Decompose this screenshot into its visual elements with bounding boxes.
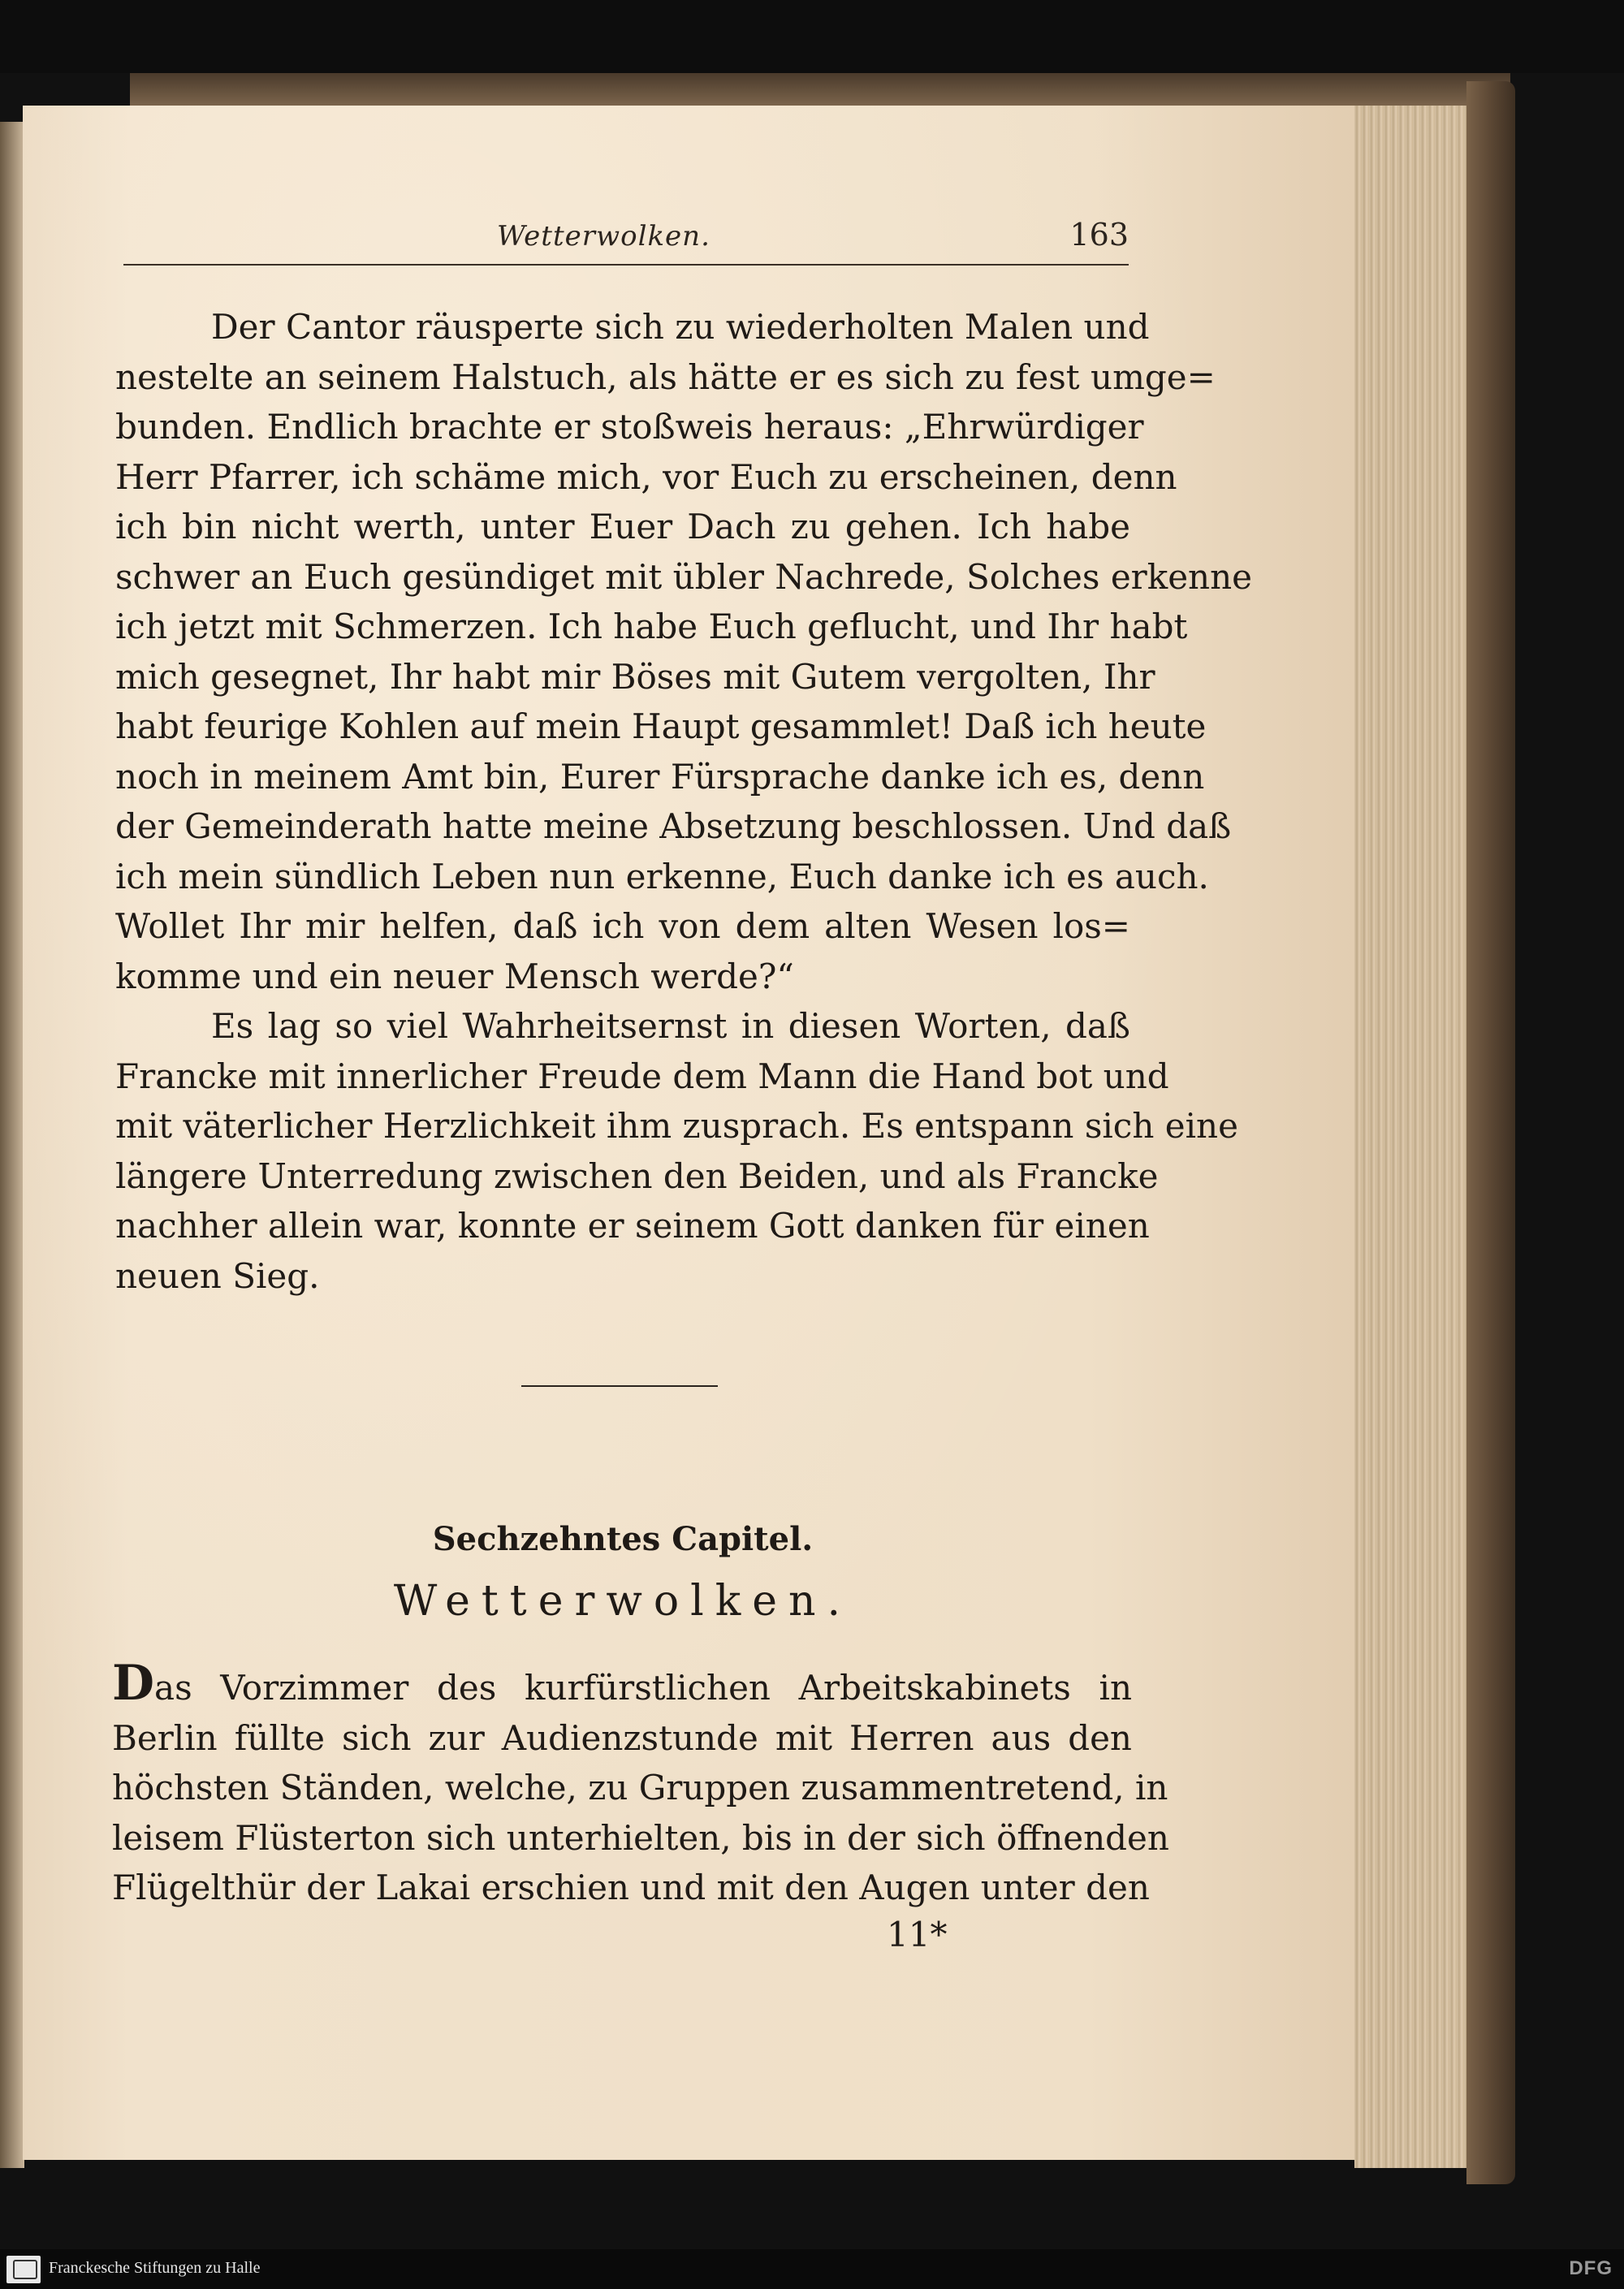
left-page-edge <box>0 122 24 2168</box>
page-number: 163 <box>1069 217 1129 253</box>
dfg-logo: DFG <box>1569 2257 1613 2279</box>
drop-cap: D <box>112 1655 155 1712</box>
text-line: Flügelthür der Lakai erschien und mit den Augen unter den <box>112 1868 1150 1907</box>
body-text-upper <box>115 302 1253 1301</box>
viewer-top-bar <box>0 0 1624 73</box>
book-cover-right-edge <box>1466 81 1515 2184</box>
signature-mark: 11* <box>887 1915 948 1954</box>
body-text-lower <box>112 1655 1169 1913</box>
text-line: bunden. Endlich brachte er stoßweis heraus: „Ehrwürdiger <box>115 407 1144 447</box>
chapter-title: Wetterwolken. <box>393 1577 853 1626</box>
text-line: ich mein sündlich Leben nun erkenne, Euch danke ich es auch. <box>115 856 1209 896</box>
footer-institution: Franckesche Stiftungen zu Halle <box>49 2259 261 2277</box>
text-line-rest: as Vorzimmer des kurfürstlichen Arbeitskabinets in <box>154 1668 1132 1708</box>
text-line <box>112 1655 1132 1713</box>
text-line: habt feurige Kohlen auf mein Haupt gesammlet! Daß ich heute <box>115 706 1207 746</box>
text-line: längere Unterredung zwischen den Beiden, und als Francke <box>115 1155 1159 1196</box>
text-line: ich bin nicht werth, unter Euer Dach zu gehen. Ich habe <box>115 507 1130 546</box>
text-line: noch in meinem Amt bin, Eurer Fürsprache danke ich es, denn <box>115 756 1205 797</box>
running-head <box>123 215 1129 266</box>
text-line: Es lag so viel Wahrheitsernst in diesen Worten, daß <box>211 1006 1130 1046</box>
text-line: Berlin füllte sich zur Audienzstunde mit Herren aus den <box>112 1717 1132 1758</box>
page-stack-edge <box>1354 106 1468 2168</box>
text-line: leisem Flüsterton sich unterhielten, bis in der sich öffnenden <box>112 1817 1169 1858</box>
chapter-number: Sechzehntes Capitel. <box>432 1520 814 1558</box>
text-line: höchsten Ständen, welche, zu Gruppen zusammentretend, in <box>112 1768 1168 1807</box>
text-line: Francke mit innerlicher Freude dem Mann die Hand bot und <box>115 1056 1169 1096</box>
institution-logo-icon <box>6 2256 41 2283</box>
text-line: Herr Pfarrer, ich schäme mich, vor Euch zu erscheinen, denn <box>115 456 1177 497</box>
book-cover-top-edge <box>130 73 1510 107</box>
section-divider <box>521 1385 718 1387</box>
text-line: ich jetzt mit Schmerzen. Ich habe Euch geflucht, und Ihr habt <box>115 607 1188 646</box>
text-line: komme und ein neuer Mensch werde?“ <box>115 956 794 996</box>
text-line: mit väterlicher Herzlichkeit ihm zusprach. Es entspann sich eine <box>115 1106 1238 1146</box>
text-line: schwer an Euch gesündiget mit übler Nachrede, Solches erkenne <box>115 556 1253 597</box>
text-line: mich gesegnet, Ihr habt mir Böses mit Gutem vergolten, Ihr <box>115 656 1155 697</box>
running-head-title: Wetterwolken. <box>497 220 710 253</box>
text-line: nestelte an seinem Halstuch, als hätte er es sich zu fest umge= <box>115 356 1216 397</box>
text-line: neuen Sieg. <box>115 1255 320 1296</box>
text-line: Wollet Ihr mir helfen, daß ich von dem alten Wesen los= <box>115 906 1130 946</box>
text-line: der Gemeinderath hatte meine Absetzung beschlossen. Und daß <box>115 806 1232 846</box>
text-line: nachher allein war, konnte er seinem Gott danken für einen <box>115 1206 1150 1246</box>
text-line: Der Cantor räusperte sich zu wiederholten Malen und <box>211 307 1150 347</box>
